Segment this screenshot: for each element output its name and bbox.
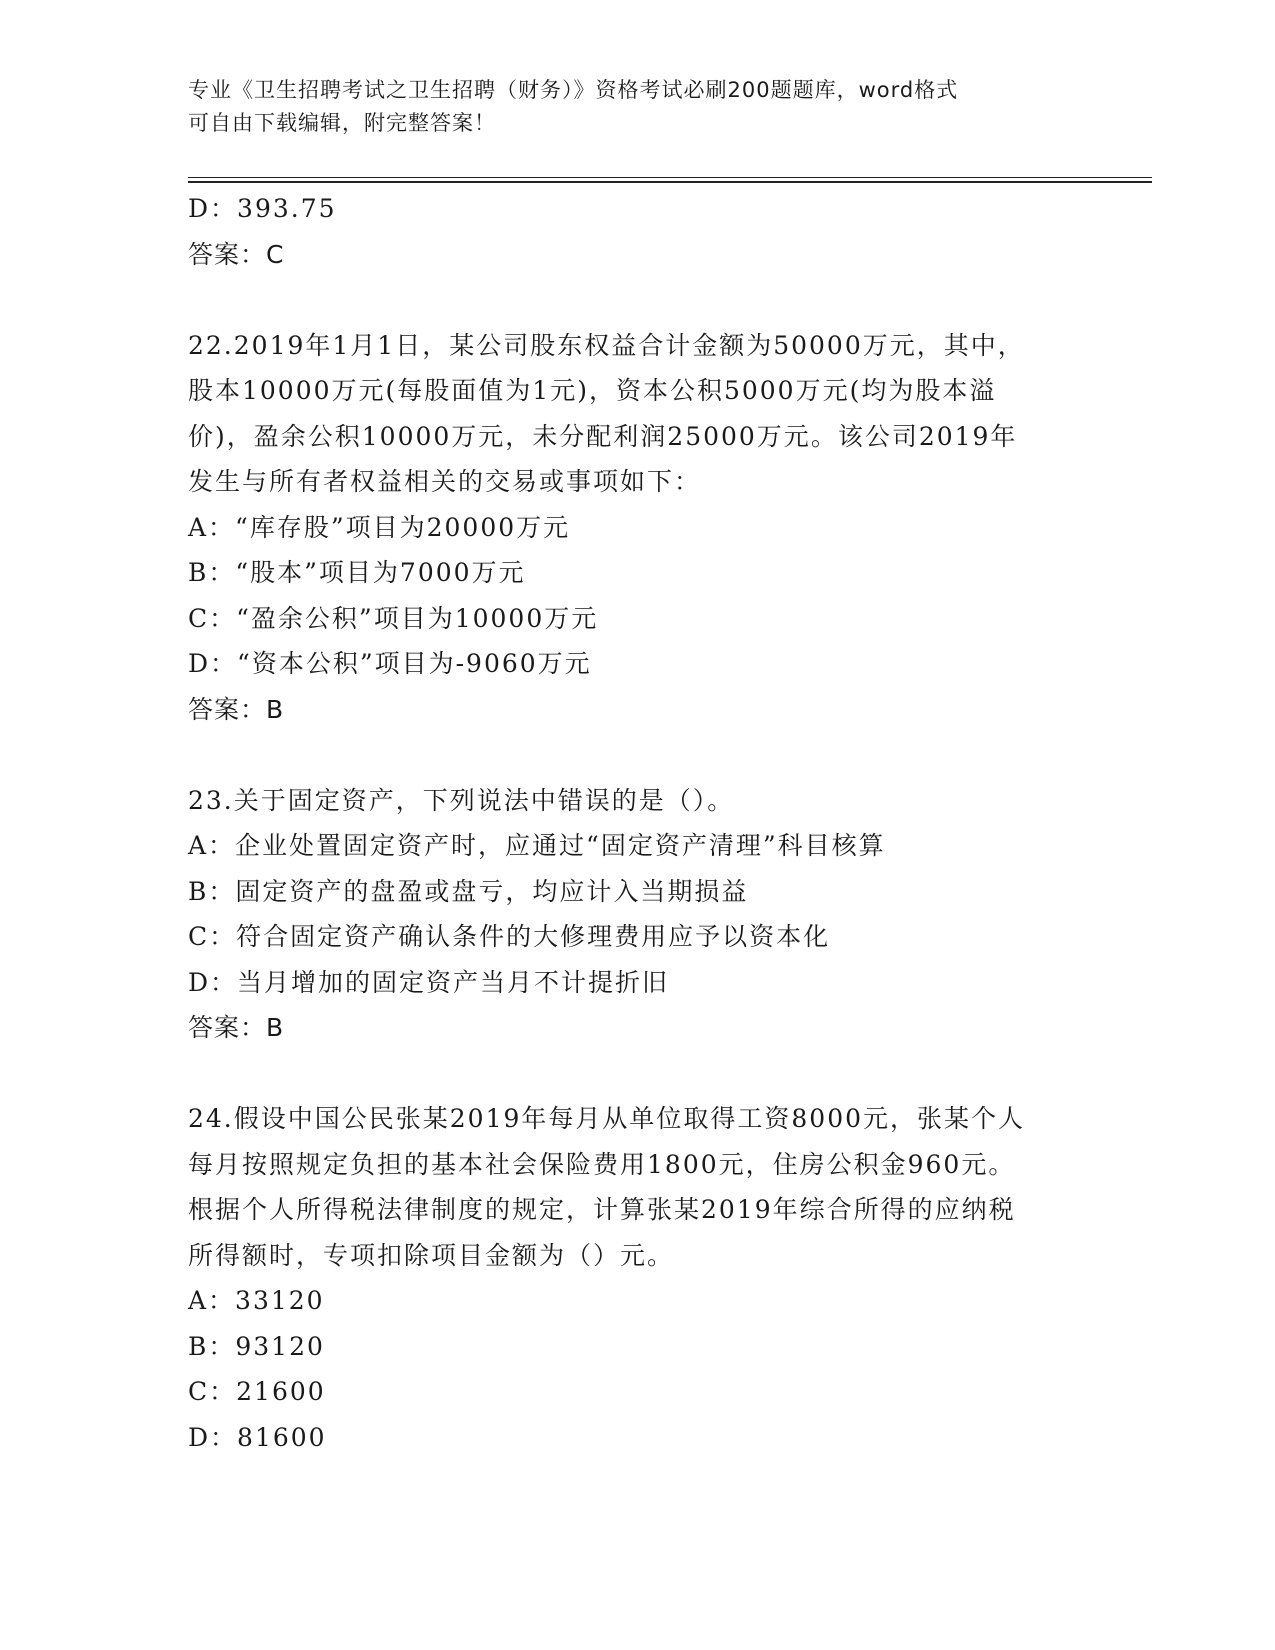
q23-option-d: D：当月增加的固定资产当月不计提折旧 xyxy=(188,967,670,997)
spacer xyxy=(188,277,1088,323)
q23-stem-line-1: 23.关于固定资产，下列说法中错误的是（）。 xyxy=(188,785,735,815)
q22-stem-line-3: 价)，盈余公积10000万元，未分配利润25000万元。该公司2019年 xyxy=(188,421,1018,451)
q24-option-a: A：33120 xyxy=(188,1286,325,1315)
q24-option-c: C：21600 xyxy=(188,1377,326,1406)
header-title-line-1: 专业《卫生招聘考试之卫生招聘（财务）》资格考试必刷200题题库，word格式 xyxy=(188,78,959,102)
question-content xyxy=(188,186,1088,1460)
q24-stem-line-1: 24.假设中国公民张某2019年每月从单位取得工资8000元，张某个人 xyxy=(188,1104,1026,1133)
q22-stem-line-2: 股本10000万元(每股面值为1元)，资本公积5000万元(均为股本溢 xyxy=(188,376,997,405)
q23-option-c: C：符合固定资产确认条件的大修理费用应予以资本化 xyxy=(188,922,831,951)
q22-option-b: B：“股本”项目为7000万元 xyxy=(188,558,526,587)
q23-answer: 答案：B xyxy=(188,1013,285,1042)
q21-answer: 答案：C xyxy=(188,239,285,269)
q22-option-d: D：“资本公积”项目为-9060万元 xyxy=(188,649,592,678)
spacer xyxy=(188,732,1088,778)
header-title-line-2: 可自由下载编辑，附完整答案！ xyxy=(188,111,496,135)
spacer xyxy=(188,1051,1088,1097)
page-header xyxy=(188,74,1068,140)
q22-stem-line-4: 发生与所有者权益相关的交易或事项如下： xyxy=(188,467,702,496)
header-divider-thin xyxy=(188,177,1152,178)
q21-option-d: D：393.75 xyxy=(188,194,337,223)
q22-option-c: C：“盈余公积”项目为10000万元 xyxy=(188,603,599,633)
header-divider-thick xyxy=(188,181,1152,183)
q22-option-a: A：“库存股”项目为20000万元 xyxy=(188,512,571,542)
q24-stem-line-4: 所得额时，专项扣除项目金额为（）元。 xyxy=(188,1240,675,1270)
q23-option-b: B：固定资产的盘盈或盘亏，均应计入当期损益 xyxy=(188,876,749,906)
q24-stem-line-3: 根据个人所得税法律制度的规定，计算张某2019年综合所得的应纳税 xyxy=(188,1195,1016,1224)
q24-stem-line-2: 每月按照规定负担的基本社会保险费用1800元，住房公积金960元。 xyxy=(188,1149,1016,1179)
q22-stem-line-1: 22.2019年1月1日，某公司股东权益合计金额为50000万元，其中， xyxy=(188,330,1025,360)
q23-option-a: A：企业处置固定资产时，应通过“固定资产清理”科目核算 xyxy=(188,831,886,860)
q24-option-d: D：81600 xyxy=(188,1422,327,1452)
q24-option-b: B：93120 xyxy=(188,1331,325,1361)
q22-answer: 答案：B xyxy=(188,694,285,724)
